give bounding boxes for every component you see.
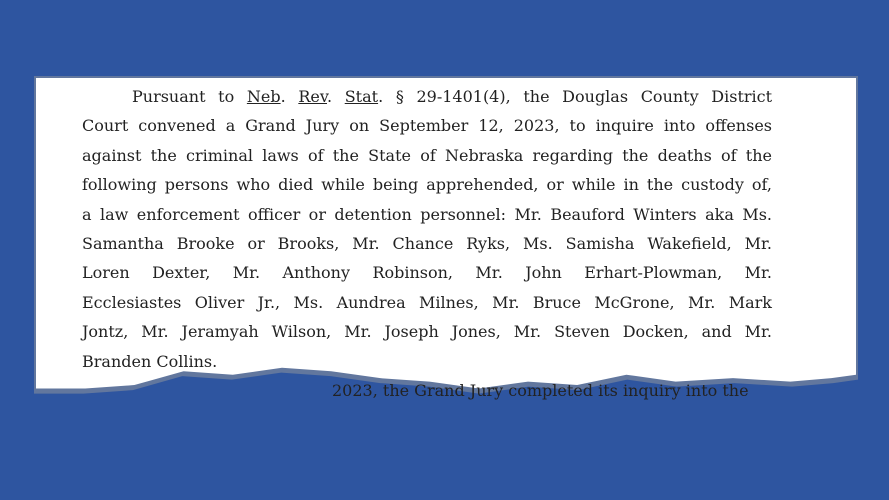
text-line-9: Jontz, Mr. Jeramyah Wilson, Mr. Joseph Jones, Mr. Steven Docken, and Mr. (82, 322, 772, 342)
text-line-1: Pursuant to Neb. Rev. Stat. § 29-1401(4), the Douglas County District (132, 87, 773, 106)
text-line-2: Court convened a Grand Jury on September 12, 2023, to inquire into offenses (82, 116, 772, 136)
text-line-4: following persons who died while being apprehended, or while in the custody of, (82, 175, 772, 195)
text-line-7: Loren Dexter, Mr. Anthony Robinson, Mr. John Erhart-Plowman, Mr. (82, 263, 772, 283)
text-line-6: Samantha Brooke or Brooks, Mr. Chance Ryks, Ms. Samisha Wakefield, Mr. (82, 233, 772, 253)
torn-text-line: 2023, the Grand Jury completed its inquiry into the (332, 380, 749, 400)
statute-stat: Stat (344, 87, 379, 106)
document-text (82, 82, 772, 405)
text-line-5: a law enforcement officer or detention personnel: Mr. Beauford Winters aka Ms. (82, 204, 772, 224)
text-line-8: Ecclesiastes Oliver Jr., Ms. Aundrea Milnes, Mr. Bruce McGrone, Mr. Mark (82, 292, 772, 312)
text-line-3: against the criminal laws of the State of Nebraska regarding the deaths of the (82, 145, 772, 165)
statute-rev: Rev (298, 87, 327, 106)
statute-neb: Neb (246, 87, 281, 106)
text-line-10: Branden Collins. (82, 351, 218, 371)
